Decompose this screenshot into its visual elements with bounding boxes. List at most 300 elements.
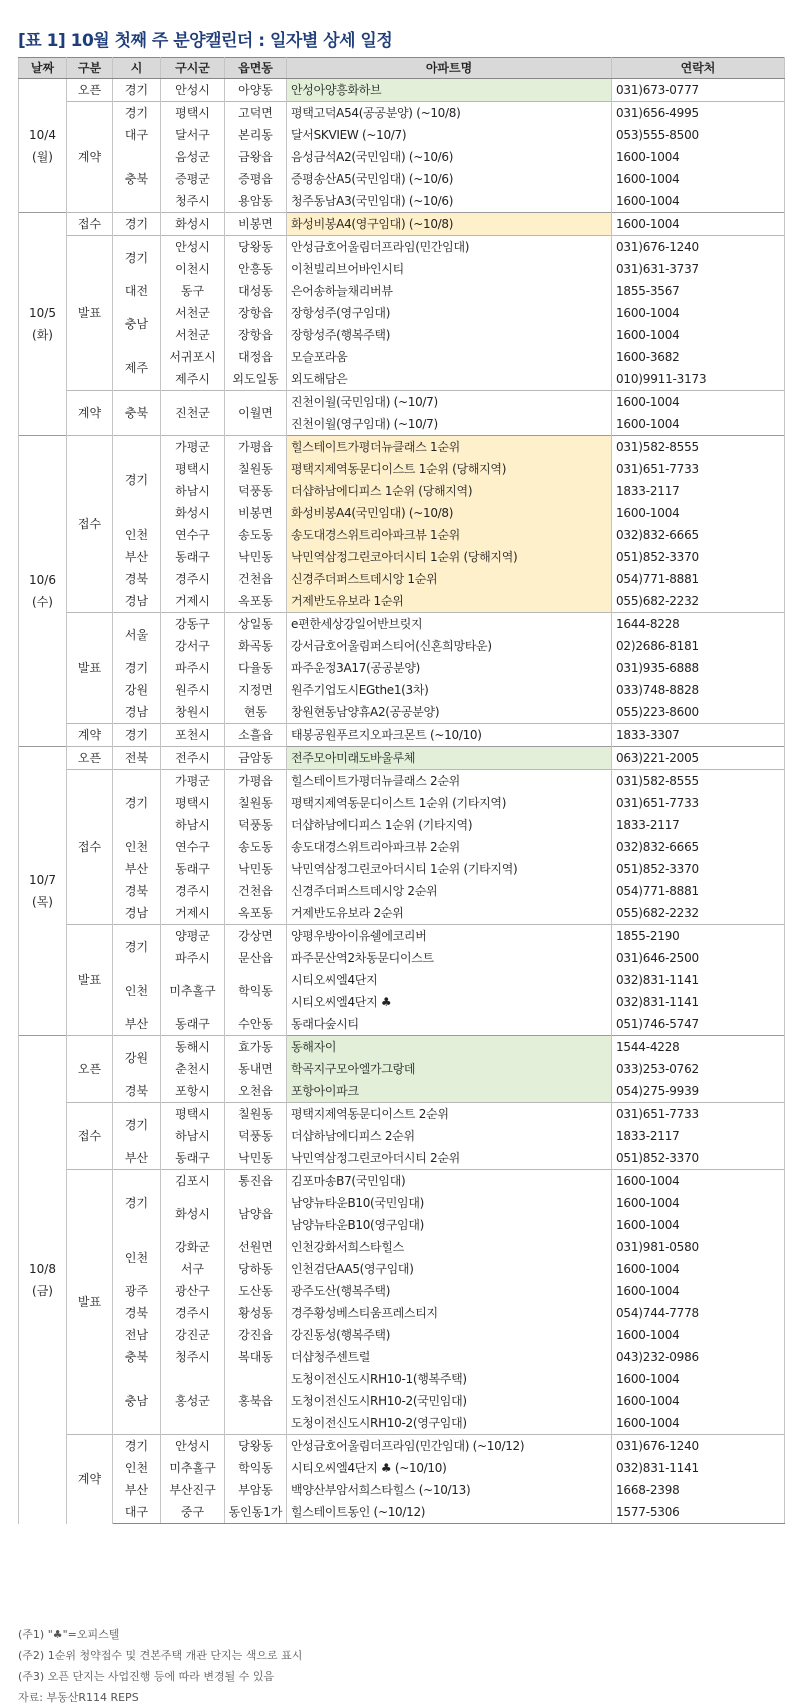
- apartment-cell: 화성비봉A4(국민임대) (~10/8): [287, 502, 612, 524]
- type-cell: 발표: [67, 1170, 113, 1435]
- town-cell: 금왕읍: [225, 146, 287, 168]
- city-cell: 파주시: [161, 657, 225, 679]
- apartment-cell: 시티오씨엘4단지 ♣: [287, 991, 612, 1013]
- province-cell: 서울: [113, 613, 161, 658]
- type-cell: 접수: [67, 436, 113, 613]
- apartment-cell: 시티오씨엘4단지: [287, 969, 612, 991]
- city-cell: 하남시: [161, 814, 225, 836]
- city-cell: 미추홀구: [161, 1457, 225, 1479]
- contact-cell: 032)831-1141: [612, 991, 785, 1013]
- contact-cell: 054)771-8881: [612, 880, 785, 902]
- province-cell: 대전: [113, 280, 161, 302]
- city-cell: 부산진구: [161, 1479, 225, 1501]
- city-cell: 서천군: [161, 302, 225, 324]
- town-cell: 건천읍: [225, 568, 287, 590]
- table-row: [19, 880, 785, 902]
- town-cell: 덕풍동: [225, 814, 287, 836]
- city-cell: 하남시: [161, 1125, 225, 1147]
- apartment-cell: 안성금호어울림더프라임(민간임대): [287, 236, 612, 259]
- town-cell: 덕풍동: [225, 1125, 287, 1147]
- contact-cell: 1600-1004: [612, 1258, 785, 1280]
- header-contact: 연락처: [612, 58, 785, 79]
- province-cell: 경기: [113, 657, 161, 679]
- province-cell: 경기: [113, 770, 161, 837]
- town-cell: 송도동: [225, 836, 287, 858]
- apartment-cell: 더샵하남에디피스 2순위: [287, 1125, 612, 1147]
- contact-cell: 031)676-1240: [612, 1435, 785, 1458]
- town-cell: 오천읍: [225, 1080, 287, 1103]
- table-row: [19, 1368, 785, 1390]
- apartment-cell: 김포마송B7(국민임대): [287, 1170, 612, 1193]
- contact-cell: 054)744-7778: [612, 1302, 785, 1324]
- apartment-cell: 안성아양흥화하브: [287, 79, 612, 102]
- header-city: 구시군: [161, 58, 225, 79]
- province-cell: 경남: [113, 590, 161, 613]
- city-cell: 김포시: [161, 1170, 225, 1193]
- town-cell: 덕풍동: [225, 480, 287, 502]
- contact-cell: 1833-2117: [612, 1125, 785, 1147]
- contact-cell: 1855-3567: [612, 280, 785, 302]
- province-cell: 충북: [113, 146, 161, 213]
- province-cell: 경기: [113, 1170, 161, 1237]
- apartment-cell: e편한세상강일어반브릿지: [287, 613, 612, 636]
- contact-cell: 1600-1004: [612, 1192, 785, 1214]
- province-cell: 강원: [113, 679, 161, 701]
- city-cell: 동래구: [161, 858, 225, 880]
- contact-cell: 031)582-8555: [612, 770, 785, 793]
- date-cell: 10/8 (금): [19, 1036, 67, 1524]
- contact-cell: 055)682-2232: [612, 902, 785, 925]
- table-row: [19, 770, 785, 793]
- contact-cell: 1600-1004: [612, 302, 785, 324]
- town-cell: 문산읍: [225, 947, 287, 969]
- apartment-cell: 더샵청주센트럴: [287, 1346, 612, 1368]
- contact-cell: 02)2686-8181: [612, 635, 785, 657]
- city-cell: 경주시: [161, 880, 225, 902]
- province-cell: 경기: [113, 213, 161, 236]
- contact-cell: 1600-1004: [612, 1324, 785, 1346]
- town-cell: 도산동: [225, 1280, 287, 1302]
- table-row: [19, 902, 785, 925]
- contact-cell: 1833-2117: [612, 480, 785, 502]
- town-cell: 칠원동: [225, 1103, 287, 1126]
- city-cell: 창원시: [161, 701, 225, 724]
- contact-cell: 032)831-1141: [612, 969, 785, 991]
- town-cell: 대정읍: [225, 346, 287, 368]
- province-cell: 전북: [113, 747, 161, 770]
- apartment-cell: 힐스테이트동인 (~10/12): [287, 1501, 612, 1524]
- contact-cell: 031)631-3737: [612, 258, 785, 280]
- apartment-cell: 힐스테이트가평더뉴클래스 1순위: [287, 436, 612, 459]
- type-cell: 오픈: [67, 1036, 113, 1103]
- contact-cell: 054)275-9939: [612, 1080, 785, 1103]
- town-cell: 송도동: [225, 524, 287, 546]
- contact-cell: 1600-1004: [612, 1214, 785, 1236]
- town-cell: 고덕면: [225, 102, 287, 125]
- city-cell: 원주시: [161, 679, 225, 701]
- city-cell: 강동구: [161, 613, 225, 636]
- contact-cell: 1600-1004: [612, 391, 785, 414]
- table-row: [19, 436, 785, 459]
- contact-cell: 031)935-6888: [612, 657, 785, 679]
- town-cell: 금암동: [225, 747, 287, 770]
- type-cell: 오픈: [67, 747, 113, 770]
- province-cell: 경기: [113, 436, 161, 525]
- city-cell: 춘천시: [161, 1058, 225, 1080]
- province-cell: 광주: [113, 1280, 161, 1302]
- table-row: [19, 679, 785, 701]
- city-cell: 경주시: [161, 568, 225, 590]
- town-cell: 당왕동: [225, 1435, 287, 1458]
- province-cell: 경기: [113, 102, 161, 125]
- province-cell: 제주: [113, 346, 161, 391]
- apartment-cell: 진천이월(국민임대) (~10/7): [287, 391, 612, 414]
- apartment-cell: 원주기업도시EGthe1(3차): [287, 679, 612, 701]
- date-cell: 10/6 (수): [19, 436, 67, 747]
- city-cell: 중구: [161, 1501, 225, 1524]
- footnotes: [18, 1624, 302, 1708]
- apartment-cell: 포항아이파크: [287, 1080, 612, 1103]
- table-row: [19, 1457, 785, 1479]
- header-row: [19, 58, 785, 79]
- contact-cell: 033)748-8828: [612, 679, 785, 701]
- apartment-cell: 장항성주(행복주택): [287, 324, 612, 346]
- province-cell: 경남: [113, 902, 161, 925]
- province-cell: 부산: [113, 1479, 161, 1501]
- apartment-cell: 낙민역삼정그린코아더시티 2순위: [287, 1147, 612, 1170]
- contact-cell: 054)771-8881: [612, 568, 785, 590]
- town-cell: 낙민동: [225, 546, 287, 568]
- contact-cell: 031)646-2500: [612, 947, 785, 969]
- city-cell: 동구: [161, 280, 225, 302]
- city-cell: 안성시: [161, 1435, 225, 1458]
- town-cell: 황성동: [225, 1302, 287, 1324]
- apartment-cell: 외도해담은: [287, 368, 612, 391]
- contact-cell: 031)651-7733: [612, 458, 785, 480]
- contact-cell: 055)223-8600: [612, 701, 785, 724]
- contact-cell: 1644-8228: [612, 613, 785, 636]
- source-note: 자료: 부동산R114 REPS: [18, 1691, 139, 1704]
- town-cell: 낙민동: [225, 1147, 287, 1170]
- type-cell: 계약: [67, 1435, 113, 1524]
- apartment-cell: 낙민역삼정그린코아더시티 1순위 (기타지역): [287, 858, 612, 880]
- apartment-cell: 더샵하남에디피스 1순위 (기타지역): [287, 814, 612, 836]
- header-type: 구분: [67, 58, 113, 79]
- date-cell: 10/4 (월): [19, 79, 67, 213]
- city-cell: 강서구: [161, 635, 225, 657]
- city-cell: 제주시: [161, 368, 225, 391]
- apartment-cell: 남양뉴타운B10(영구임대): [287, 1214, 612, 1236]
- table-row: [19, 1170, 785, 1193]
- province-cell: 대구: [113, 124, 161, 146]
- city-cell: 청주시: [161, 190, 225, 213]
- table-row: [19, 925, 785, 948]
- town-cell: 선원면: [225, 1236, 287, 1258]
- city-cell: 동해시: [161, 1036, 225, 1059]
- city-cell: 증평군: [161, 168, 225, 190]
- type-cell: 접수: [67, 213, 113, 236]
- province-cell: 충북: [113, 1346, 161, 1368]
- table-row: [19, 1080, 785, 1103]
- city-cell: 서천군: [161, 324, 225, 346]
- type-cell: 오픈: [67, 79, 113, 102]
- town-cell: 강진읍: [225, 1324, 287, 1346]
- apartment-cell: 백양산부암서희스타힐스 (~10/13): [287, 1479, 612, 1501]
- town-cell: 학익동: [225, 969, 287, 1013]
- schedule-table: [18, 57, 785, 1524]
- city-cell: 가평군: [161, 436, 225, 459]
- province-cell: 인천: [113, 836, 161, 858]
- city-cell: 홍성군: [161, 1368, 225, 1435]
- contact-cell: 031)981-0580: [612, 1236, 785, 1258]
- contact-cell: 051)852-3370: [612, 1147, 785, 1170]
- town-cell: 부암동: [225, 1479, 287, 1501]
- contact-cell: 1833-3307: [612, 724, 785, 747]
- table-row: [19, 1103, 785, 1126]
- contact-cell: 032)831-1141: [612, 1457, 785, 1479]
- town-cell: 용암동: [225, 190, 287, 213]
- town-cell: 동인동1가: [225, 1501, 287, 1524]
- type-cell: 발표: [67, 236, 113, 391]
- apartment-cell: 힐스테이트가평더뉴클래스 2순위: [287, 770, 612, 793]
- apartment-cell: 음성금석A2(국민임대) (~10/6): [287, 146, 612, 168]
- town-cell: 칠원동: [225, 458, 287, 480]
- province-cell: 전남: [113, 1324, 161, 1346]
- contact-cell: 1600-1004: [612, 324, 785, 346]
- apartment-cell: 거제반도유보라 1순위: [287, 590, 612, 613]
- apartment-cell: 양평우방아이유쉘에코리버: [287, 925, 612, 948]
- apartment-cell: 달서SKVIEW (~10/7): [287, 124, 612, 146]
- contact-cell: 1600-1004: [612, 1412, 785, 1435]
- contact-cell: 1600-3682: [612, 346, 785, 368]
- apartment-cell: 송도대경스위트리아파크뷰 2순위: [287, 836, 612, 858]
- apartment-cell: 장항성주(영구임대): [287, 302, 612, 324]
- city-cell: 안성시: [161, 79, 225, 102]
- table-row: [19, 1324, 785, 1346]
- province-cell: 경기: [113, 79, 161, 102]
- contact-cell: 051)852-3370: [612, 546, 785, 568]
- table-row: [19, 969, 785, 991]
- contact-cell: 032)832-6665: [612, 836, 785, 858]
- city-cell: 파주시: [161, 947, 225, 969]
- contact-cell: 1668-2398: [612, 1479, 785, 1501]
- apartment-cell: 경주황성베스티움프레스티지: [287, 1302, 612, 1324]
- contact-cell: 1544-4228: [612, 1036, 785, 1059]
- city-cell: 평택시: [161, 458, 225, 480]
- city-cell: 동래구: [161, 1147, 225, 1170]
- type-cell: 접수: [67, 1103, 113, 1170]
- town-cell: 아양동: [225, 79, 287, 102]
- apartment-cell: 남양뉴타운B10(국민임대): [287, 1192, 612, 1214]
- city-cell: 동래구: [161, 546, 225, 568]
- contact-cell: 032)832-6665: [612, 524, 785, 546]
- footnote: (주2) 1순위 청약접수 및 견본주택 개관 단지는 색으로 표시: [18, 1649, 303, 1662]
- footnote: (주1) "♣"=오피스텔: [18, 1628, 120, 1641]
- town-cell: 외도일동: [225, 368, 287, 391]
- type-cell: 접수: [67, 770, 113, 925]
- city-cell: 연수구: [161, 836, 225, 858]
- table-row: [19, 346, 785, 368]
- table-body: [19, 79, 785, 1524]
- city-cell: 광산구: [161, 1280, 225, 1302]
- contact-cell: 1600-1004: [612, 213, 785, 236]
- city-cell: 전주시: [161, 747, 225, 770]
- table-row: [19, 657, 785, 679]
- apartment-cell: 학곡지구모아엘가그랑데: [287, 1058, 612, 1080]
- apartment-cell: 도청이전신도시RH10-2(영구임대): [287, 1412, 612, 1435]
- contact-cell: 055)682-2232: [612, 590, 785, 613]
- table-row: [19, 1302, 785, 1324]
- contact-cell: 1833-2117: [612, 814, 785, 836]
- province-cell: 경북: [113, 880, 161, 902]
- town-cell: 당하동: [225, 1258, 287, 1280]
- city-cell: 가평군: [161, 770, 225, 793]
- town-cell: 이월면: [225, 391, 287, 436]
- town-cell: 학익동: [225, 1457, 287, 1479]
- town-cell: 현동: [225, 701, 287, 724]
- table-row: [19, 524, 785, 546]
- city-cell: 동래구: [161, 1013, 225, 1036]
- apartment-cell: 거제반도유보라 2순위: [287, 902, 612, 925]
- city-cell: 평택시: [161, 102, 225, 125]
- town-cell: 옥포동: [225, 590, 287, 613]
- table-row: [19, 124, 785, 146]
- apartment-cell: 신경주더퍼스트데시앙 1순위: [287, 568, 612, 590]
- city-cell: 달서구: [161, 124, 225, 146]
- town-cell: 통진읍: [225, 1170, 287, 1193]
- contact-cell: 1600-1004: [612, 1368, 785, 1390]
- table-title: [표 1] 10월 첫째 주 분양캘린더 : 일자별 상세 일정: [18, 31, 393, 51]
- city-cell: 서귀포시: [161, 346, 225, 368]
- contact-cell: 010)9911-3173: [612, 368, 785, 391]
- province-cell: 인천: [113, 969, 161, 1013]
- province-cell: 부산: [113, 1147, 161, 1170]
- town-cell: 본리동: [225, 124, 287, 146]
- city-cell: 강진군: [161, 1324, 225, 1346]
- date-cell: 10/5 (화): [19, 213, 67, 436]
- town-cell: 홍북읍: [225, 1368, 287, 1435]
- apartment-cell: 평택지제역동문디이스트 1순위 (당해지역): [287, 458, 612, 480]
- province-cell: 인천: [113, 1457, 161, 1479]
- footnote: (주3) 오픈 단지는 사업진행 등에 따라 변경될 수 있음: [18, 1670, 275, 1683]
- apartment-cell: 낙민역삼정그린코아더시티 1순위 (당해지역): [287, 546, 612, 568]
- contact-cell: 1577-5306: [612, 1501, 785, 1524]
- apartment-cell: 광주도산(행복주택): [287, 1280, 612, 1302]
- date-cell: 10/7 (목): [19, 747, 67, 1036]
- contact-cell: 031)651-7733: [612, 1103, 785, 1126]
- town-cell: 화곡동: [225, 635, 287, 657]
- province-cell: 부산: [113, 1013, 161, 1036]
- apartment-cell: 파주문산역2차동문디이스트: [287, 947, 612, 969]
- apartment-cell: 도청이전신도시RH10-2(국민임대): [287, 1390, 612, 1412]
- city-cell: 화성시: [161, 1192, 225, 1236]
- apartment-cell: 태봉공원푸르지오파크몬트 (~10/10): [287, 724, 612, 747]
- table-row: [19, 391, 785, 414]
- type-cell: 계약: [67, 724, 113, 747]
- province-cell: 충북: [113, 391, 161, 436]
- table-row: [19, 1236, 785, 1258]
- town-cell: 지정면: [225, 679, 287, 701]
- town-cell: 칠원동: [225, 792, 287, 814]
- town-cell: 남양읍: [225, 1192, 287, 1236]
- contact-cell: 1600-1004: [612, 168, 785, 190]
- table-row: [19, 836, 785, 858]
- apartment-cell: 화성비봉A4(영구임대) (~10/8): [287, 213, 612, 236]
- apartment-cell: 동래다숲시티: [287, 1013, 612, 1036]
- contact-cell: 031)651-7733: [612, 792, 785, 814]
- table-row: [19, 1280, 785, 1302]
- apartment-cell: 도청이전신도시RH10-1(행복주택): [287, 1368, 612, 1390]
- city-cell: 안성시: [161, 236, 225, 259]
- contact-cell: 051)852-3370: [612, 858, 785, 880]
- town-cell: 수안동: [225, 1013, 287, 1036]
- contact-cell: 051)746-5747: [612, 1013, 785, 1036]
- header-apartment: 아파트명: [287, 58, 612, 79]
- apartment-cell: 전주모아미래도바울루체: [287, 747, 612, 770]
- town-cell: 장항읍: [225, 324, 287, 346]
- province-cell: 경기: [113, 236, 161, 281]
- city-cell: 포항시: [161, 1080, 225, 1103]
- contact-cell: 1600-1004: [612, 146, 785, 168]
- header-town: 읍면동: [225, 58, 287, 79]
- apartment-cell: 증평송산A5(국민임대) (~10/6): [287, 168, 612, 190]
- town-cell: 당왕동: [225, 236, 287, 259]
- town-cell: 비봉면: [225, 502, 287, 524]
- city-cell: 평택시: [161, 1103, 225, 1126]
- table-row: [19, 102, 785, 125]
- province-cell: 인천: [113, 524, 161, 546]
- town-cell: 소흘읍: [225, 724, 287, 747]
- contact-cell: 1600-1004: [612, 1170, 785, 1193]
- apartment-cell: 창원현동남양휴A2(공공분양): [287, 701, 612, 724]
- table-row: [19, 747, 785, 770]
- apartment-cell: 인천검단AA5(영구임대): [287, 1258, 612, 1280]
- apartment-cell: 강서금호어울림퍼스티어(신혼희망타운): [287, 635, 612, 657]
- apartment-cell: 평택지제역동문디이스트 1순위 (기타지역): [287, 792, 612, 814]
- town-cell: 대성동: [225, 280, 287, 302]
- contact-cell: 053)555-8500: [612, 124, 785, 146]
- table-row: [19, 724, 785, 747]
- table-row: [19, 1346, 785, 1368]
- table-row: [19, 1435, 785, 1458]
- town-cell: 다율동: [225, 657, 287, 679]
- table-row: [19, 146, 785, 168]
- apartment-cell: 진천이월(영구임대) (~10/7): [287, 413, 612, 436]
- town-cell: 상일동: [225, 613, 287, 636]
- city-cell: 하남시: [161, 480, 225, 502]
- apartment-cell: 안성금호어울림더프라임(민간임대) (~10/12): [287, 1435, 612, 1458]
- contact-cell: 1600-1004: [612, 1280, 785, 1302]
- city-cell: 화성시: [161, 213, 225, 236]
- table-row: [19, 590, 785, 613]
- table-row: [19, 1036, 785, 1059]
- apartment-cell: 은어송하늘채리버뷰: [287, 280, 612, 302]
- city-cell: 진천군: [161, 391, 225, 436]
- apartment-cell: 이천빌리브어바인시티: [287, 258, 612, 280]
- contact-cell: 031)656-4995: [612, 102, 785, 125]
- table-row: [19, 1147, 785, 1170]
- province-cell: 부산: [113, 858, 161, 880]
- table-row: [19, 302, 785, 324]
- town-cell: 복대동: [225, 1346, 287, 1368]
- town-cell: 가평읍: [225, 436, 287, 459]
- town-cell: 증평읍: [225, 168, 287, 190]
- province-cell: 경북: [113, 1302, 161, 1324]
- table-row: [19, 858, 785, 880]
- table-row: [19, 79, 785, 102]
- contact-cell: 1600-1004: [612, 1390, 785, 1412]
- contact-cell: 063)221-2005: [612, 747, 785, 770]
